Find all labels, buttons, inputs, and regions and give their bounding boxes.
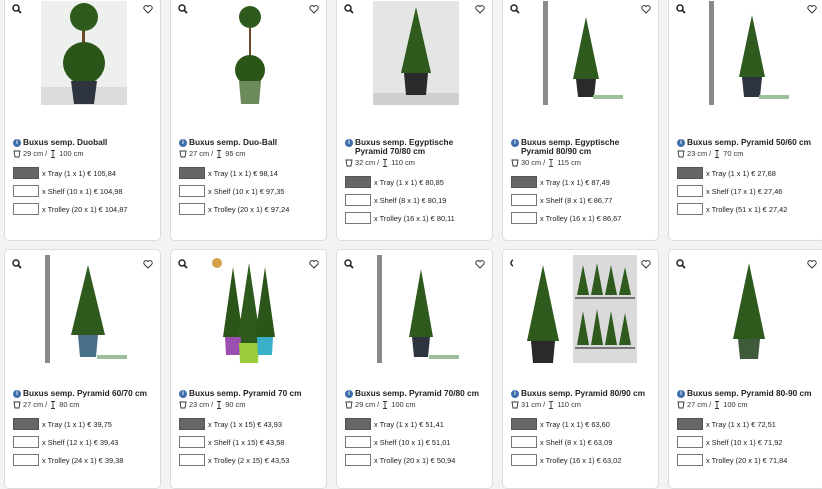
quantity-input-trolley[interactable] <box>13 454 39 466</box>
pot-size: 31 cm / <box>521 400 546 409</box>
option-shelf: x Shelf (10 x 1) € 97,35 <box>208 186 285 196</box>
product-image[interactable] <box>41 1 127 105</box>
zoom-icon[interactable] <box>676 4 686 14</box>
heart-icon[interactable] <box>309 259 319 269</box>
product-image[interactable] <box>513 255 637 363</box>
quantity-input-shelf[interactable] <box>179 185 205 197</box>
pot-icon <box>179 150 187 158</box>
plant-height: 70 cm <box>723 149 744 158</box>
zoom-icon[interactable] <box>676 259 686 269</box>
quantity-input-trolley[interactable] <box>677 454 703 466</box>
zoom-icon[interactable] <box>12 4 22 14</box>
zoom-icon[interactable] <box>178 259 188 269</box>
zoom-icon[interactable] <box>344 259 354 269</box>
height-icon <box>49 401 57 409</box>
quantity-input-shelf[interactable] <box>13 436 39 448</box>
pot-size: 27 cm / <box>687 400 712 409</box>
quantity-input-trolley[interactable] <box>13 203 39 215</box>
option-trolley: x Trolley (16 x 1) € 80,11 <box>374 213 455 223</box>
option-tray: x Tray (1 x 1) € 27,68 <box>706 168 776 178</box>
height-icon <box>547 401 555 409</box>
product-title[interactable]: Buxus semp. Pyramid 70 cm <box>189 388 302 398</box>
quantity-input-trolley[interactable] <box>179 203 205 215</box>
quantity-input-tray[interactable] <box>511 176 537 188</box>
option-tray: x Tray (1 x 1) € 98,14 <box>208 168 278 178</box>
option-shelf: x Shelf (1 x 15) € 43,58 <box>208 437 285 447</box>
product-image[interactable] <box>207 255 293 363</box>
pot-size: 23 cm / <box>687 149 712 158</box>
quantity-input-trolley[interactable] <box>179 454 205 466</box>
option-trolley: x Trolley (16 x 1) € 63,02 <box>540 455 622 465</box>
option-trolley: x Trolley (24 x 1) € 39,38 <box>42 455 124 465</box>
info-icon[interactable]: i <box>511 390 519 398</box>
quantity-input-shelf[interactable] <box>511 436 537 448</box>
product-card <box>668 249 822 489</box>
product-title[interactable]: Buxus semp. Egyptische Pyramid 70/80 cm <box>355 137 454 156</box>
heart-icon[interactable] <box>807 259 817 269</box>
product-title[interactable]: Buxus semp. Pyramid 60/70 cm <box>23 388 148 398</box>
heart-icon[interactable] <box>475 259 485 269</box>
plant-height: 110 cm <box>391 158 415 167</box>
quantity-input-tray[interactable] <box>511 418 537 430</box>
quantity-input-shelf[interactable] <box>511 194 537 206</box>
option-shelf: x Shelf (10 x 1) € 104,98 <box>42 186 123 196</box>
product-image[interactable] <box>373 255 459 363</box>
quantity-input-trolley[interactable] <box>677 203 703 215</box>
option-trolley: x Trolley (20 x 1) € 50,94 <box>374 455 456 465</box>
heart-icon[interactable] <box>143 4 153 14</box>
info-icon[interactable]: i <box>345 390 353 398</box>
product-title[interactable]: Buxus semp. Egyptische Pyramid 80/90 cm <box>521 137 620 156</box>
heart-icon[interactable] <box>641 259 651 269</box>
info-icon[interactable]: i <box>13 390 21 398</box>
plant-height: 115 cm <box>557 158 581 167</box>
height-icon <box>713 150 721 158</box>
height-icon <box>49 150 57 158</box>
option-tray: x Tray (1 x 1) € 80,85 <box>374 177 444 187</box>
quantity-input-tray[interactable] <box>345 418 371 430</box>
info-icon[interactable]: i <box>13 139 21 147</box>
option-shelf: x Shelf (8 x 1) € 86,77 <box>540 195 613 205</box>
product-image[interactable] <box>705 255 791 363</box>
product-image[interactable] <box>41 255 127 363</box>
zoom-icon[interactable] <box>178 4 188 14</box>
option-shelf: x Shelf (8 x 1) € 63,09 <box>540 437 613 447</box>
height-icon <box>547 159 555 167</box>
option-trolley: x Trolley (20 x 1) € 104,87 <box>42 204 128 214</box>
product-card <box>336 249 493 489</box>
product-title[interactable]: Buxus semp. Duo-Ball <box>189 137 278 147</box>
plant-height: 100 cm <box>59 149 84 158</box>
product-card <box>336 0 493 241</box>
pot-size: 27 cm / <box>23 400 48 409</box>
heart-icon[interactable] <box>309 4 319 14</box>
product-card <box>170 0 327 241</box>
height-icon <box>215 401 223 409</box>
quantity-input-shelf[interactable] <box>13 185 39 197</box>
heart-icon[interactable] <box>641 4 651 14</box>
quantity-input-shelf[interactable] <box>345 194 371 206</box>
pot-size: 29 cm / <box>23 149 48 158</box>
quantity-input-trolley[interactable] <box>511 454 537 466</box>
height-icon <box>381 159 389 167</box>
option-shelf: x Shelf (17 x 1) € 27,46 <box>706 186 783 196</box>
quantity-input-tray[interactable] <box>179 418 205 430</box>
product-card <box>4 249 161 489</box>
pot-icon <box>345 401 353 409</box>
product-image[interactable] <box>705 1 791 105</box>
option-trolley: x Trolley (2 x 15) € 43,53 <box>208 455 290 465</box>
pot-icon <box>677 150 685 158</box>
pot-size: 29 cm / <box>355 400 380 409</box>
zoom-icon[interactable] <box>344 4 354 14</box>
quantity-input-shelf[interactable] <box>677 436 703 448</box>
product-title[interactable]: Buxus semp. Pyramid 70/80 cm <box>355 388 480 398</box>
plant-height: 100 cm <box>723 400 748 409</box>
pot-icon <box>13 150 21 158</box>
product-card <box>170 249 327 489</box>
pot-icon <box>511 159 519 167</box>
product-title[interactable]: Buxus semp. Pyramid 50/60 cm <box>687 137 812 147</box>
option-tray: x Tray (1 x 1) € 51,41 <box>374 419 444 429</box>
option-tray: x Tray (1 x 1) € 72,51 <box>706 419 776 429</box>
option-tray: x Tray (1 x 1) € 63,60 <box>540 419 610 429</box>
quantity-input-tray[interactable] <box>13 167 39 179</box>
option-shelf: x Shelf (8 x 1) € 80,19 <box>374 195 447 205</box>
plant-height: 110 cm <box>557 400 581 409</box>
pot-icon <box>179 401 187 409</box>
quantity-input-trolley[interactable] <box>511 212 537 224</box>
quantity-input-tray[interactable] <box>677 167 703 179</box>
quantity-input-tray[interactable] <box>179 167 205 179</box>
heart-icon[interactable] <box>475 4 485 14</box>
pot-icon <box>677 401 685 409</box>
plant-height: 90 cm <box>225 400 246 409</box>
product-title[interactable]: Buxus semp. Pyramid 80/90 cm <box>521 388 646 398</box>
product-image[interactable] <box>539 1 625 105</box>
option-trolley: x Trolley (20 x 1) € 71,84 <box>706 455 788 465</box>
pot-size: 32 cm / <box>355 158 380 167</box>
option-trolley: x Trolley (51 x 1) € 27,42 <box>706 204 788 214</box>
option-trolley: x Trolley (20 x 1) € 97,24 <box>208 204 290 214</box>
product-card <box>668 0 822 241</box>
product-card <box>4 0 161 241</box>
product-card <box>502 249 659 489</box>
option-shelf: x Shelf (10 x 1) € 71,92 <box>706 437 783 447</box>
pot-size: 27 cm / <box>189 149 214 158</box>
option-tray: x Tray (1 x 1) € 105,84 <box>42 168 116 178</box>
pot-icon <box>345 159 353 167</box>
plant-height: 95 cm <box>225 149 246 158</box>
option-shelf: x Shelf (12 x 1) € 39,43 <box>42 437 119 447</box>
pot-size: 30 cm / <box>521 158 546 167</box>
quantity-input-trolley[interactable] <box>345 454 371 466</box>
quantity-input-shelf[interactable] <box>179 436 205 448</box>
quantity-input-tray[interactable] <box>345 176 371 188</box>
quantity-input-trolley[interactable] <box>345 212 371 224</box>
pot-icon <box>511 401 519 409</box>
pot-size: 23 cm / <box>189 400 214 409</box>
info-icon[interactable]: i <box>179 139 187 147</box>
zoom-icon[interactable] <box>12 259 22 269</box>
product-image[interactable] <box>207 1 293 105</box>
height-icon <box>381 401 389 409</box>
plant-height: 100 cm <box>391 400 416 409</box>
option-tray: x Tray (1 x 1) € 39,75 <box>42 419 112 429</box>
product-title[interactable]: Buxus semp. Pyramid 80-90 cm <box>687 388 812 398</box>
info-icon[interactable]: i <box>345 139 353 147</box>
product-card <box>502 0 659 241</box>
option-tray: x Tray (1 x 1) € 87,49 <box>540 177 610 187</box>
plant-height: 80 cm <box>59 400 80 409</box>
quantity-input-tray[interactable] <box>13 418 39 430</box>
info-icon[interactable]: i <box>511 139 519 147</box>
height-icon <box>713 401 721 409</box>
option-trolley: x Trolley (16 x 1) € 86,67 <box>540 213 622 223</box>
product-title[interactable]: Buxus semp. Duoball <box>23 137 108 147</box>
height-icon <box>215 150 223 158</box>
quantity-input-tray[interactable] <box>677 418 703 430</box>
heart-icon[interactable] <box>807 4 817 14</box>
info-icon[interactable]: i <box>677 139 685 147</box>
option-tray: x Tray (1 x 15) € 43,93 <box>208 419 282 429</box>
info-icon[interactable]: i <box>677 390 685 398</box>
option-shelf: x Shelf (10 x 1) € 51,01 <box>374 437 451 447</box>
heart-icon[interactable] <box>143 259 153 269</box>
pot-icon <box>13 401 21 409</box>
info-icon[interactable]: i <box>179 390 187 398</box>
zoom-icon[interactable] <box>510 4 520 14</box>
quantity-input-shelf[interactable] <box>677 185 703 197</box>
product-image[interactable] <box>373 1 459 105</box>
quantity-input-shelf[interactable] <box>345 436 371 448</box>
